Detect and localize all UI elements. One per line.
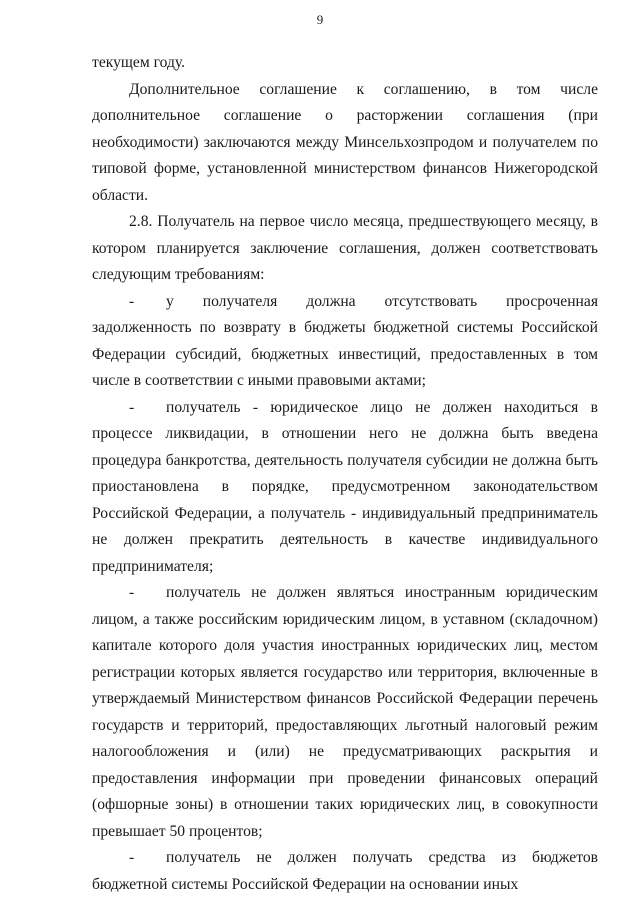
list-marker: - bbox=[129, 849, 135, 866]
list-marker: - bbox=[129, 584, 135, 601]
list-item bbox=[92, 845, 598, 898]
page-number: 9 bbox=[316, 12, 324, 27]
paragraph-supplementary-agreement: Дополнительное соглашение к соглашению, в том числе дополнительное соглашение о расторжении соглашения (при необходимости) заключаются между Минсельхозпродом и получателем по типовой форме, установленной министерством финансов Нижегородской области. bbox=[92, 80, 598, 204]
list-item-text: получатель не должен являться иностранным юридическим лицом, а также российским юридическим лицом, в уставном (складочном) капитале которого доля участия иностранных юридических лиц, местом регистрации которых является государство или территория, включенные в утверждаемый Министерством финансов Российской Федерации перечень государств и территорий, предоставляющих льготный налоговый режим налогообложения и (или) не предусматривающих раскрытия и предоставления информации при проведении финансовых операций (офшорные зоны) в отношении таких юридических лиц, в совокупности превышает 50 процентов; bbox=[92, 584, 598, 840]
list-item-text: получатель - юридическое лицо не должен находиться в процессе ликвидации, в отношении него не должна быть введена процедура банкротства, деятельность получателя субсидии не должна быть приостановлена в порядке, предусмотренном законодательством Российской Федерации, а получатель - индивидуальный предприниматель не должен прекратить деятельность в качестве индивидуального предпринимателя; bbox=[92, 398, 598, 575]
list-item-text: получатель не должен получать средства из бюджетов бюджетной системы Российской Федерации на основании иных bbox=[92, 849, 598, 893]
list-marker: - bbox=[129, 292, 135, 310]
paragraph-2-8: 2.8. Получатель на первое число месяца, предшествующего месяцу, в котором планируется заключение соглашения, должен соответствовать следующим требованиям: bbox=[92, 213, 598, 283]
list-item-text: у получателя должна отсутствовать просроченная задолженность по возврату в бюджеты бюджетной системы Российской Федерации субсидий, бюджетных инвестиций, предоставленных в том числе в соответствии с иными правовыми актами; bbox=[92, 292, 598, 389]
document-body bbox=[92, 50, 598, 898]
list-item bbox=[92, 580, 598, 845]
list-item bbox=[92, 289, 598, 395]
paragraph-continuation: текущем году. bbox=[92, 54, 186, 71]
list-marker: - bbox=[129, 398, 135, 416]
list-item bbox=[92, 395, 598, 581]
